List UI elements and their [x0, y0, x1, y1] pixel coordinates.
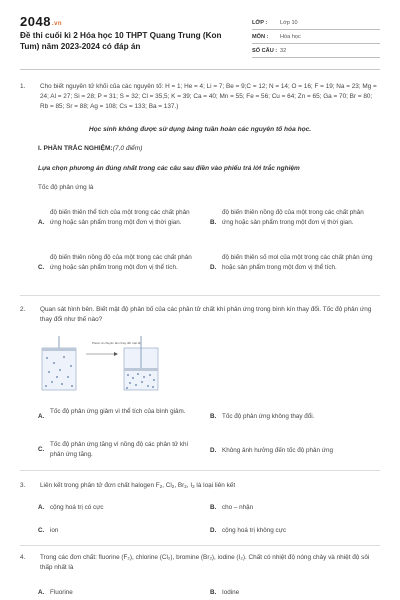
meta-value: Lớp 10 — [280, 19, 298, 26]
logo-suffix: .vn — [51, 21, 63, 27]
option-letter: A. — [38, 219, 45, 226]
meta-key: SỐ CÂU : — [252, 47, 278, 54]
meta-subject — [252, 30, 380, 44]
option-d[interactable] — [210, 526, 374, 536]
question-divider — [20, 295, 380, 296]
option-letter: B. — [210, 504, 217, 511]
question-number: 2. — [20, 306, 26, 313]
option-text: cộng hoá trị có cực — [50, 504, 104, 511]
option-letter: A. — [38, 413, 45, 420]
option-a[interactable] — [38, 208, 202, 228]
option-letter: D. — [210, 527, 217, 534]
meta-class — [252, 16, 380, 30]
option-a[interactable] — [38, 588, 202, 598]
option-text: độ biến thiên nồng độ của một trong các chất phản ứng hoặc sản phẩm trong một đơn vị thời gian. — [222, 209, 364, 226]
option-b[interactable] — [210, 588, 374, 598]
question-2 — [20, 305, 380, 325]
option-text: độ biến thiên số mol của một trong các chất phản ứng hoặc sản phẩm trong một đơn vị thể tích. — [222, 254, 373, 271]
option-letter: A. — [38, 504, 45, 511]
option-letter: D. — [210, 264, 217, 271]
option-text: độ biến thiên thể tích của một trong các chất phản ứng hoặc sản phẩm trong một đơn vị thời gian. — [50, 209, 190, 226]
option-d[interactable] — [210, 253, 374, 273]
meta-key: LỚP : — [252, 19, 268, 26]
question-text: Trong các đơn chất: fluorine (F₂), chlorine (Cl₂), bromine (Br₂), iodine (I₂). Chất có nhiệt độ nóng chảy và nhiệt độ sôi thấp nhất là — [40, 554, 370, 571]
option-text: Iodine — [222, 589, 240, 596]
option-letter: C. — [38, 446, 45, 453]
section-heading — [38, 145, 142, 152]
header-divider — [20, 69, 380, 70]
option-c[interactable] — [38, 253, 202, 273]
meta-value: 32 — [280, 47, 287, 54]
question-1 — [20, 82, 380, 112]
option-letter: B. — [210, 589, 217, 596]
question-divider — [20, 470, 380, 471]
section-points: (7,0 điểm) — [112, 145, 143, 152]
option-a[interactable] — [38, 407, 202, 422]
question-text: Cho biết nguyên tử khối của các nguyên tố: H = 1; He = 4; Li = 7; Be = 9;C = 12; N = 14; O = 16; F = 19; Na = 23; Mg = 24; Al = 27; Si = 28; P = 31; S = 32; Cl = 35,5; K = 39; Ca = 40; Mn = 55; Fe = 56; Cu = 64; Zn = 65; Ga = 70; Br = 80; Rb = 85; Sr = 88; Ag = 108; Cs = 133; Ba = 137.) — [40, 83, 377, 110]
question-stem: Tốc độ phản ứng là — [38, 184, 94, 191]
option-letter: C. — [38, 264, 45, 271]
meta-key: MÔN : — [252, 33, 269, 40]
option-letter: B. — [210, 219, 217, 226]
question-divider — [20, 545, 380, 546]
option-letter: B. — [210, 413, 217, 420]
option-text: Tốc độ phản ứng giảm vì thể tích của bình giảm. — [50, 408, 186, 415]
instruction: Lựa chọn phương án đúng nhất trong các câu sau điền vào phiếu trả lời trắc nghiệm — [38, 165, 300, 172]
logo-text: 2048 — [20, 14, 51, 29]
option-text: Tốc độ phản ứng tăng vì nồng độ các phân tử khí phản ứng tăng. — [50, 441, 189, 458]
option-d[interactable] — [210, 446, 374, 456]
option-b[interactable] — [210, 503, 374, 513]
question-text-part: Liên kết trong phân tử đơn chất halogen F — [40, 482, 160, 489]
question-number: 1. — [20, 83, 26, 90]
option-text: cho – nhận — [222, 504, 254, 511]
figure-label: Piston di chuyển làm thay đổi mật độ — [92, 341, 142, 345]
question-4 — [20, 553, 380, 573]
section-title: I. PHẦN TRẮC NGHIỆM: — [38, 145, 113, 152]
question-text-part: là loại liên kết — [194, 482, 236, 489]
option-a[interactable] — [38, 503, 202, 513]
option-c[interactable] — [38, 440, 202, 460]
exam-meta — [252, 16, 380, 58]
question-text: Liên kết trong phân tử đơn chất halogen $F_2$, $Cl_2$, $Br_2$, $I_2$ là loại liên kết — [40, 482, 236, 489]
option-b[interactable] — [210, 412, 374, 422]
document-title: Đề thi cuối kì 2 Hóa học 10 THPT Quang Trung (Kon Tum) năm 2023-2024 có đáp án — [20, 31, 222, 51]
option-text: Tốc độ phản ứng không thay đổi. — [222, 413, 315, 420]
option-text: cộng hoá trị không cực — [222, 527, 287, 534]
option-b[interactable] — [210, 208, 374, 228]
option-letter: A. — [38, 589, 45, 596]
option-letter: D. — [210, 447, 217, 454]
option-c[interactable] — [38, 526, 202, 536]
option-text: độ biến thiên nồng độ của một trong các chất phản ứng hoặc sản phẩm trong một đơn vị thể tích. — [50, 254, 192, 271]
site-logo[interactable] — [20, 14, 62, 29]
question-3 — [20, 481, 380, 492]
option-letter: C. — [38, 527, 45, 534]
note: Học sinh không được sử dụng bảng tuần hoàn các nguyên tố hóa học. — [88, 126, 312, 133]
question-number: 3. — [20, 482, 26, 489]
meta-value: Hóa học — [280, 33, 301, 40]
option-text: Fluorine — [50, 589, 73, 596]
question-number: 4. — [20, 554, 26, 561]
option-text: Không ảnh hưởng đến tốc độ phản ứng — [222, 447, 333, 454]
meta-question-count — [252, 44, 380, 58]
gas-piston-figure — [40, 336, 162, 392]
option-text: ion — [50, 527, 59, 534]
question-text: Quan sát hình bên. Biết mật độ phân bố của các phân tử chất khí phản ứng trong bình kín thay đổi. Tốc độ phản ứng thay đổi như thế nào? — [40, 306, 372, 323]
